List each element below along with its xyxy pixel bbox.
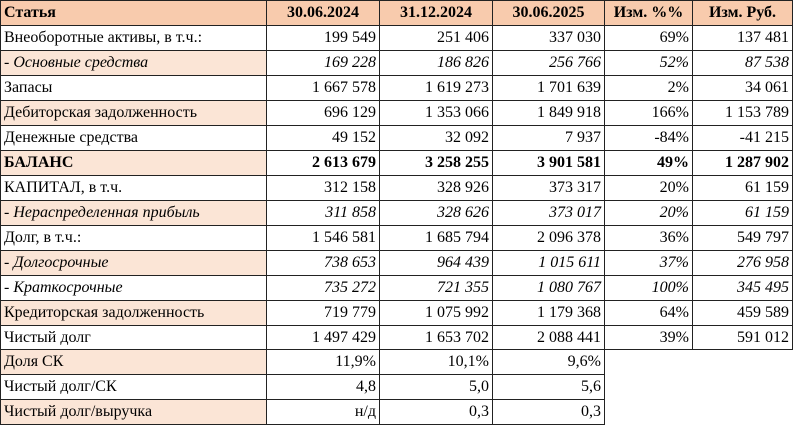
cell-value: 1 353 066 <box>380 101 493 126</box>
cell-value: 1 849 918 <box>493 101 605 126</box>
table-row <box>1 276 793 301</box>
table-row <box>1 76 793 101</box>
row-label: Кредиторская задолженность <box>1 301 267 326</box>
cell-value: 2 088 441 <box>493 326 605 350</box>
cell-value: 1 685 794 <box>380 226 493 251</box>
table-row <box>1 326 793 350</box>
row-label: БАЛАНС <box>1 151 267 176</box>
cell-value: 549 797 <box>693 226 793 251</box>
cell-value: 169 228 <box>267 51 380 76</box>
cell-value: 1 667 578 <box>267 76 380 101</box>
row-label: Доля СК <box>1 350 267 375</box>
cell-value: 20% <box>605 201 693 226</box>
cell-value: 1 075 992 <box>380 301 493 326</box>
column-header: 31.12.2024 <box>380 1 493 26</box>
table-row <box>1 375 793 400</box>
cell-value: 1 653 702 <box>380 326 493 350</box>
cell-value: 64% <box>605 301 693 326</box>
empty-cell <box>693 400 793 425</box>
column-header: Изм. %% <box>605 1 693 26</box>
cell-value: 61 159 <box>693 201 793 226</box>
cell-value: 256 766 <box>493 51 605 76</box>
cell-value: 1 015 611 <box>493 251 605 276</box>
cell-value: 251 406 <box>380 26 493 51</box>
row-label: Денежные средства <box>1 126 267 151</box>
row-label: Чистый долг <box>1 326 267 350</box>
cell-value: 49 152 <box>267 126 380 151</box>
table-row <box>1 226 793 251</box>
cell-value: 373 317 <box>493 176 605 201</box>
cell-value: -84% <box>605 126 693 151</box>
cell-value: 11,9% <box>267 350 380 375</box>
cell-value: 52% <box>605 51 693 76</box>
cell-value: 345 495 <box>693 276 793 301</box>
cell-value: 2% <box>605 76 693 101</box>
row-label: - Долгосрочные <box>1 251 267 276</box>
cell-value: 7 937 <box>493 126 605 151</box>
table-row <box>1 350 793 375</box>
cell-value: 4,8 <box>267 375 380 400</box>
cell-value: 5,6 <box>493 375 605 400</box>
table-row <box>1 400 793 425</box>
cell-value: 20% <box>605 176 693 201</box>
cell-value: 36% <box>605 226 693 251</box>
empty-cell <box>693 375 793 400</box>
column-header: Статья <box>1 1 267 26</box>
column-header: Изм. Руб. <box>693 1 793 26</box>
empty-cell <box>605 375 693 400</box>
empty-cell <box>605 350 693 375</box>
empty-cell <box>605 400 693 425</box>
table-row <box>1 201 793 226</box>
cell-value: 312 158 <box>267 176 380 201</box>
cell-value: 1 546 581 <box>267 226 380 251</box>
cell-value: 87 538 <box>693 51 793 76</box>
cell-value: 39% <box>605 326 693 350</box>
table-row <box>1 51 793 76</box>
table-row <box>1 151 793 176</box>
column-header: 30.06.2025 <box>493 1 605 26</box>
cell-value: 61 159 <box>693 176 793 201</box>
cell-value: 328 926 <box>380 176 493 201</box>
table-row <box>1 301 793 326</box>
cell-value: 166% <box>605 101 693 126</box>
row-label: - Основные средства <box>1 51 267 76</box>
row-label: Внеоборотные активы, в т.ч.: <box>1 26 267 51</box>
cell-value: 9,6% <box>493 350 605 375</box>
row-label: - Нераспределенная прибыль <box>1 201 267 226</box>
row-label: - Краткосрочные <box>1 276 267 301</box>
cell-value: 1 701 639 <box>493 76 605 101</box>
cell-value: 0,3 <box>493 400 605 425</box>
cell-value: 137 481 <box>693 26 793 51</box>
cell-value: 719 779 <box>267 301 380 326</box>
cell-value: 1 153 789 <box>693 101 793 126</box>
empty-cell <box>693 350 793 375</box>
cell-value: 1 619 273 <box>380 76 493 101</box>
cell-value: 10,1% <box>380 350 493 375</box>
cell-value: 199 549 <box>267 26 380 51</box>
cell-value: 37% <box>605 251 693 276</box>
cell-value: 328 626 <box>380 201 493 226</box>
table-body <box>1 26 793 425</box>
header-row <box>1 1 793 26</box>
cell-value: 49% <box>605 151 693 176</box>
cell-value: 186 826 <box>380 51 493 76</box>
cell-value: 373 017 <box>493 201 605 226</box>
cell-value: 337 030 <box>493 26 605 51</box>
row-label: Чистый долг/СК <box>1 375 267 400</box>
cell-value: 32 092 <box>380 126 493 151</box>
cell-value: н/д <box>267 400 380 425</box>
cell-value: 3 258 255 <box>380 151 493 176</box>
cell-value: 311 858 <box>267 201 380 226</box>
cell-value: 459 589 <box>693 301 793 326</box>
cell-value: 2 096 378 <box>493 226 605 251</box>
cell-value: 964 439 <box>380 251 493 276</box>
cell-value: 591 012 <box>693 326 793 350</box>
cell-value: 1 179 368 <box>493 301 605 326</box>
table-row <box>1 251 793 276</box>
cell-value: 2 613 679 <box>267 151 380 176</box>
cell-value: -41 215 <box>693 126 793 151</box>
row-label: Долг, в т.ч.: <box>1 226 267 251</box>
cell-value: 5,0 <box>380 375 493 400</box>
row-label: Чистый долг/выручка <box>1 400 267 425</box>
row-label: Дебиторская задолженность <box>1 101 267 126</box>
cell-value: 738 653 <box>267 251 380 276</box>
table-row <box>1 26 793 51</box>
cell-value: 735 272 <box>267 276 380 301</box>
cell-value: 696 129 <box>267 101 380 126</box>
cell-value: 276 958 <box>693 251 793 276</box>
table-row <box>1 176 793 201</box>
cell-value: 1 287 902 <box>693 151 793 176</box>
cell-value: 0,3 <box>380 400 493 425</box>
cell-value: 721 355 <box>380 276 493 301</box>
cell-value: 3 901 581 <box>493 151 605 176</box>
cell-value: 100% <box>605 276 693 301</box>
cell-value: 34 061 <box>693 76 793 101</box>
cell-value: 1 080 767 <box>493 276 605 301</box>
cell-value: 1 497 429 <box>267 326 380 350</box>
row-label: Запасы <box>1 76 267 101</box>
row-label: КАПИТАЛ, в т.ч. <box>1 176 267 201</box>
table-header <box>1 1 793 26</box>
table-row <box>1 101 793 126</box>
column-header: 30.06.2024 <box>267 1 380 26</box>
cell-value: 69% <box>605 26 693 51</box>
table-row <box>1 126 793 151</box>
